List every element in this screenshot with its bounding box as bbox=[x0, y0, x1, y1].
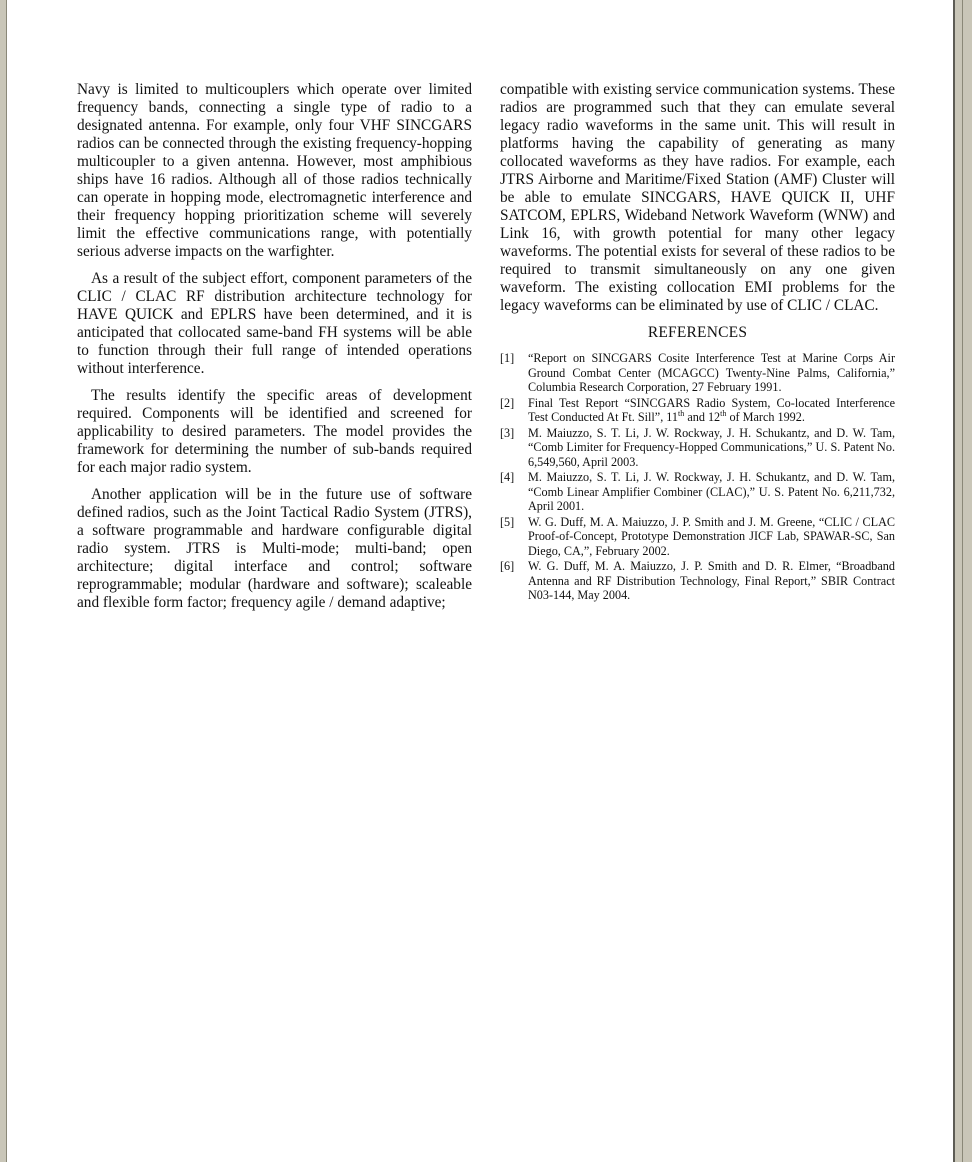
reference-item bbox=[500, 470, 895, 514]
reference-item bbox=[500, 426, 895, 470]
superscript: th bbox=[720, 408, 727, 418]
left-column bbox=[77, 81, 472, 621]
reference-item bbox=[500, 559, 895, 603]
reference-text-part: and 12 bbox=[684, 410, 721, 424]
right-column bbox=[500, 81, 895, 604]
reference-text-part: Final Test Report “SINCGARS Radio System, Co-located Interference Test Conducted At Ft. Sill”, 11 bbox=[528, 395, 895, 424]
reference-item bbox=[500, 396, 895, 425]
reference-text: W. G. Duff, M. A. Maiuzzo, J. P. Smith and D. R. Elmer, “Broadband Antenna and RF Distribution Technology, Final Report,” SBIR Contract N03-144, May 2004. bbox=[528, 559, 895, 602]
reference-number: [3] bbox=[500, 425, 515, 440]
reference-number: [1] bbox=[500, 351, 515, 365]
document-page bbox=[6, 0, 963, 1162]
reference-text-part: of March 1992. bbox=[726, 410, 805, 424]
reference-text: M. Maiuzzo, S. T. Li, J. W. Rockway, J. H. Schukantz, and D. W. Tam, “Comb Limiter for Frequency-Hopped Communications,” U. S. Patent No. 6,549,560, April 2003. bbox=[528, 425, 895, 469]
body-paragraph: The results identify the specific areas of development required. Components will be identified and screened for applicability to desired parameters. The model provides the framework for determining the number of sub-bands required for each major radio system. bbox=[77, 387, 472, 476]
body-paragraph: Another application will be in the future use of software defined radios, such as the Joint Tactical Radio System (JTRS), a software programmable and hardware configurable digital radio system. JTRS is Multi-mode; multi-band; open architecture; digital interface and control; software reprogrammable; modular (hardware and software); scaleable and flexible form factor; frequency agile / demand adaptive; bbox=[77, 486, 472, 611]
reference-number: [2] bbox=[500, 395, 515, 410]
reference-text bbox=[528, 396, 895, 425]
references-list bbox=[500, 351, 895, 603]
body-paragraph: compatible with existing service communication systems. These radios are programmed such that they can emulate several legacy radio waveforms in the same unit. This will result in platforms having the capability of generating as many collocated waveforms as they have radios. For example, each JTRS Airborne and Maritime/Fixed Station (AMF) Cluster will be able to emulate SINCGARS, HAVE QUICK II, UHF SATCOM, EPLRS, Wideband Network Waveform (WNW) and Link 16, with growth potential for many other legacy waveforms. The potential exists for several of these radios to be required to transmit simultaneously on any one given waveform. The existing collocation EMI problems for the legacy waveforms can be eliminated by use of CLIC / CLAC. bbox=[500, 81, 895, 314]
reference-text: M. Maiuzzo, S. T. Li, J. W. Rockway, J. H. Schukantz, and D. W. Tam, “Comb Linear Amplifier Combiner (CLAC),” U. S. Patent No. 6,211,732, April 2001. bbox=[528, 470, 895, 513]
reference-text: “Report on SINCGARS Cosite Interference Test at Marine Corps Air Ground Combat Center (MCAGCC) Twenty-Nine Palms, California,” Columbia Research Corporation, 27 February 1991. bbox=[528, 351, 895, 394]
reference-text: W. G. Duff, M. A. Maiuzzo, J. P. Smith and J. M. Greene, “CLIC / CLAC Proof-of-Concept, Prototype Demonstration JICF Lab, SPAWAR-SC, San Diego, CA,”, February 2002. bbox=[528, 514, 895, 558]
page-edge-shadow bbox=[953, 0, 962, 1162]
reference-item bbox=[500, 515, 895, 559]
reference-item bbox=[500, 351, 895, 395]
references-heading: REFERENCES bbox=[647, 324, 748, 341]
body-paragraph: Navy is limited to multicouplers which operate over limited frequency bands, connecting a single type of radio to a designated antenna. For example, only four VHF SINCGARS radios can be connected through the existing frequency-hopping multicoupler to a given antenna. However, most amphibious ships have 16 radios. Although all of those radios technically can operate in hopping mode, electromagnetic interference and their frequency hopping prioritization scheme will severely limit the effective communications range, with potentially serious adverse impacts on the warfighter. bbox=[77, 81, 472, 260]
reference-number: [5] bbox=[500, 514, 515, 529]
reference-number: [6] bbox=[500, 559, 515, 573]
reference-number: [4] bbox=[500, 470, 515, 484]
superscript: th bbox=[678, 408, 685, 418]
body-paragraph: As a result of the subject effort, component parameters of the CLIC / CLAC RF distribution architecture technology for HAVE QUICK and EPLRS have been determined, and it is anticipated that collocated same-band FH systems will be able to function through their full range of intended operations without interference. bbox=[77, 270, 472, 377]
